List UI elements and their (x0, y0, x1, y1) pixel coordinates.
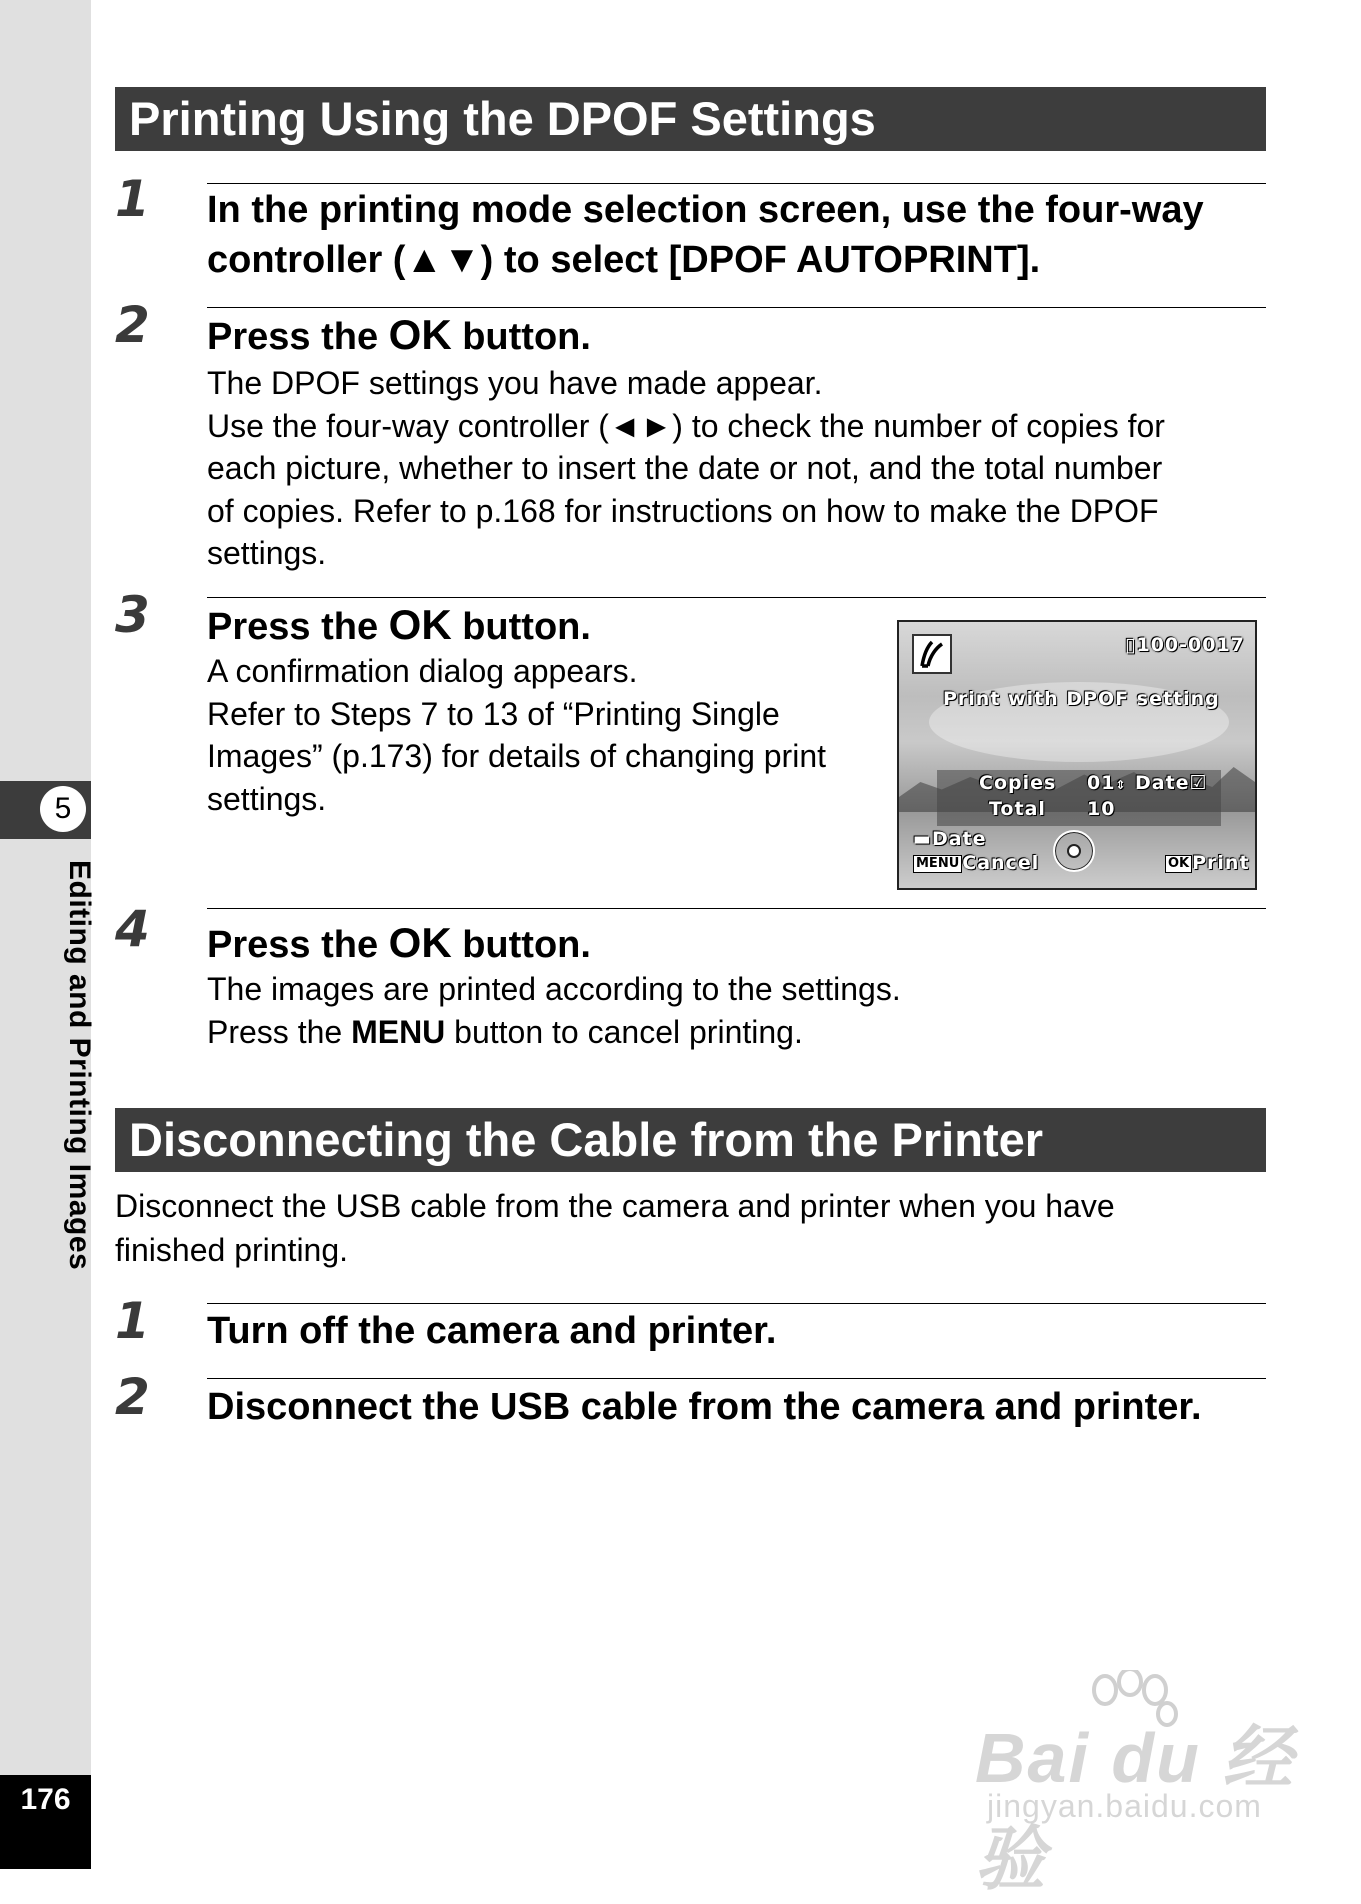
intro-line: finished printing. (115, 1232, 349, 1268)
heading-text: button. (462, 606, 591, 648)
menu-key-label: MENU (351, 1013, 446, 1050)
date-option-label: Date (931, 828, 987, 850)
pictbridge-icon (912, 634, 952, 674)
body-text: button to cancel printing. (454, 1013, 803, 1050)
print-label: Print (1192, 852, 1250, 874)
step-divider (207, 183, 1266, 184)
body-line: The DPOF settings you have made appear. (207, 365, 823, 401)
heading-text: button. (462, 924, 591, 966)
step-number: 1 (115, 170, 150, 228)
copies-label: Copies (979, 772, 1057, 794)
body-line: each picture, whether to insert the date or not, and the total number (207, 450, 1163, 486)
heading-text: Press the (207, 606, 379, 648)
body-line: A confirmation dialog appears. (207, 653, 638, 689)
ok-key-label: OK (388, 601, 452, 648)
ok-key-label: OK (388, 311, 452, 358)
copies-number: 01 (1087, 772, 1116, 794)
body-text: Press the (207, 1013, 343, 1050)
heading-text: button. (462, 316, 591, 358)
step-1-heading (207, 185, 1204, 285)
cancel-label: Cancel (962, 852, 1040, 874)
date-setting (1135, 772, 1208, 794)
disconnect-step-2-heading: Disconnect the USB cable from the camera and printer. (207, 1386, 1202, 1428)
step-divider (207, 1303, 1266, 1304)
body-line: Images” (p.173) for details of changing print (207, 738, 826, 774)
step-number: 2 (115, 1368, 150, 1426)
step-divider (207, 597, 1266, 598)
step-number: 4 (115, 900, 150, 958)
watermark-url: jingyan.baidu.com (987, 1788, 1262, 1824)
file-number-text: 100-0017 (1136, 634, 1245, 656)
page-number: 176 (20, 1783, 71, 1816)
step-2-heading (207, 310, 591, 362)
heading-line: controller (▲▼) to select [DPOF AUTOPRINT]. (207, 239, 1041, 281)
cancel-action (913, 852, 1039, 874)
chapter-title: Editing and Printing Images (63, 860, 96, 1271)
body-line: settings. (207, 780, 327, 817)
disconnect-step-1-heading: Turn off the camera and printer. (207, 1310, 777, 1352)
total-label: Total (989, 798, 1046, 820)
step-number: 1 (115, 1292, 150, 1350)
intro-line: Disconnect the USB cable from the camera and printer when you have (115, 1188, 1115, 1224)
copies-value (1087, 772, 1127, 794)
heading-text: Press the (207, 316, 379, 358)
body-line: of copies. Refer to p.168 for instructions on how to make the DPOF (207, 492, 1159, 529)
print-action (1165, 852, 1250, 874)
heading-text: Press the (207, 924, 379, 966)
baidu-watermark (975, 1670, 1295, 1898)
camera-lcd-screenshot (897, 620, 1257, 890)
sd-card-icon: ▯ (1125, 634, 1137, 656)
four-way-controller-icon (1053, 830, 1095, 872)
step-2-body (207, 362, 1165, 575)
watermark-logo: Bai du 经验 (975, 1719, 1295, 1898)
menu-key-icon: MENU (913, 855, 962, 873)
step-3-heading (207, 600, 591, 652)
ok-key-icon: OK (1165, 855, 1192, 873)
up-down-arrows-icon: ⇕ (1115, 778, 1127, 792)
checkbox-checked-icon: ☑ (1189, 772, 1208, 794)
screen-title: Print with DPOF setting (943, 688, 1220, 710)
ok-key-label: OK (388, 919, 452, 966)
file-number (1125, 634, 1245, 656)
chapter-number: 5 (40, 786, 86, 832)
step-number: 3 (115, 586, 150, 644)
step-4-heading (207, 918, 591, 970)
step-4-body (207, 968, 901, 1053)
body-line: settings. (207, 535, 327, 571)
step-divider (207, 307, 1266, 308)
button-icon: ▬ (913, 828, 932, 850)
date-option (913, 828, 987, 850)
heading-line: In the printing mode selection screen, use the four-way (207, 189, 1204, 231)
section-title-dpof: Printing Using the DPOF Settings (115, 87, 1266, 151)
section-title-disconnect: Disconnecting the Cable from the Printer (115, 1108, 1266, 1172)
total-value: 10 (1087, 798, 1116, 820)
body-line: The images are printed according to the settings. (207, 971, 901, 1007)
step-3-body (207, 650, 826, 820)
date-label: Date (1135, 772, 1190, 794)
body-line (207, 1011, 901, 1054)
body-line: Use the four-way controller (◄►) to check the number of copies for (207, 407, 1165, 444)
step-number: 2 (115, 296, 150, 354)
body-line: Refer to Steps 7 to 13 of “Printing Single (207, 695, 780, 732)
section-2-intro (115, 1184, 1115, 1272)
step-divider (207, 1378, 1266, 1379)
step-divider (207, 908, 1266, 909)
